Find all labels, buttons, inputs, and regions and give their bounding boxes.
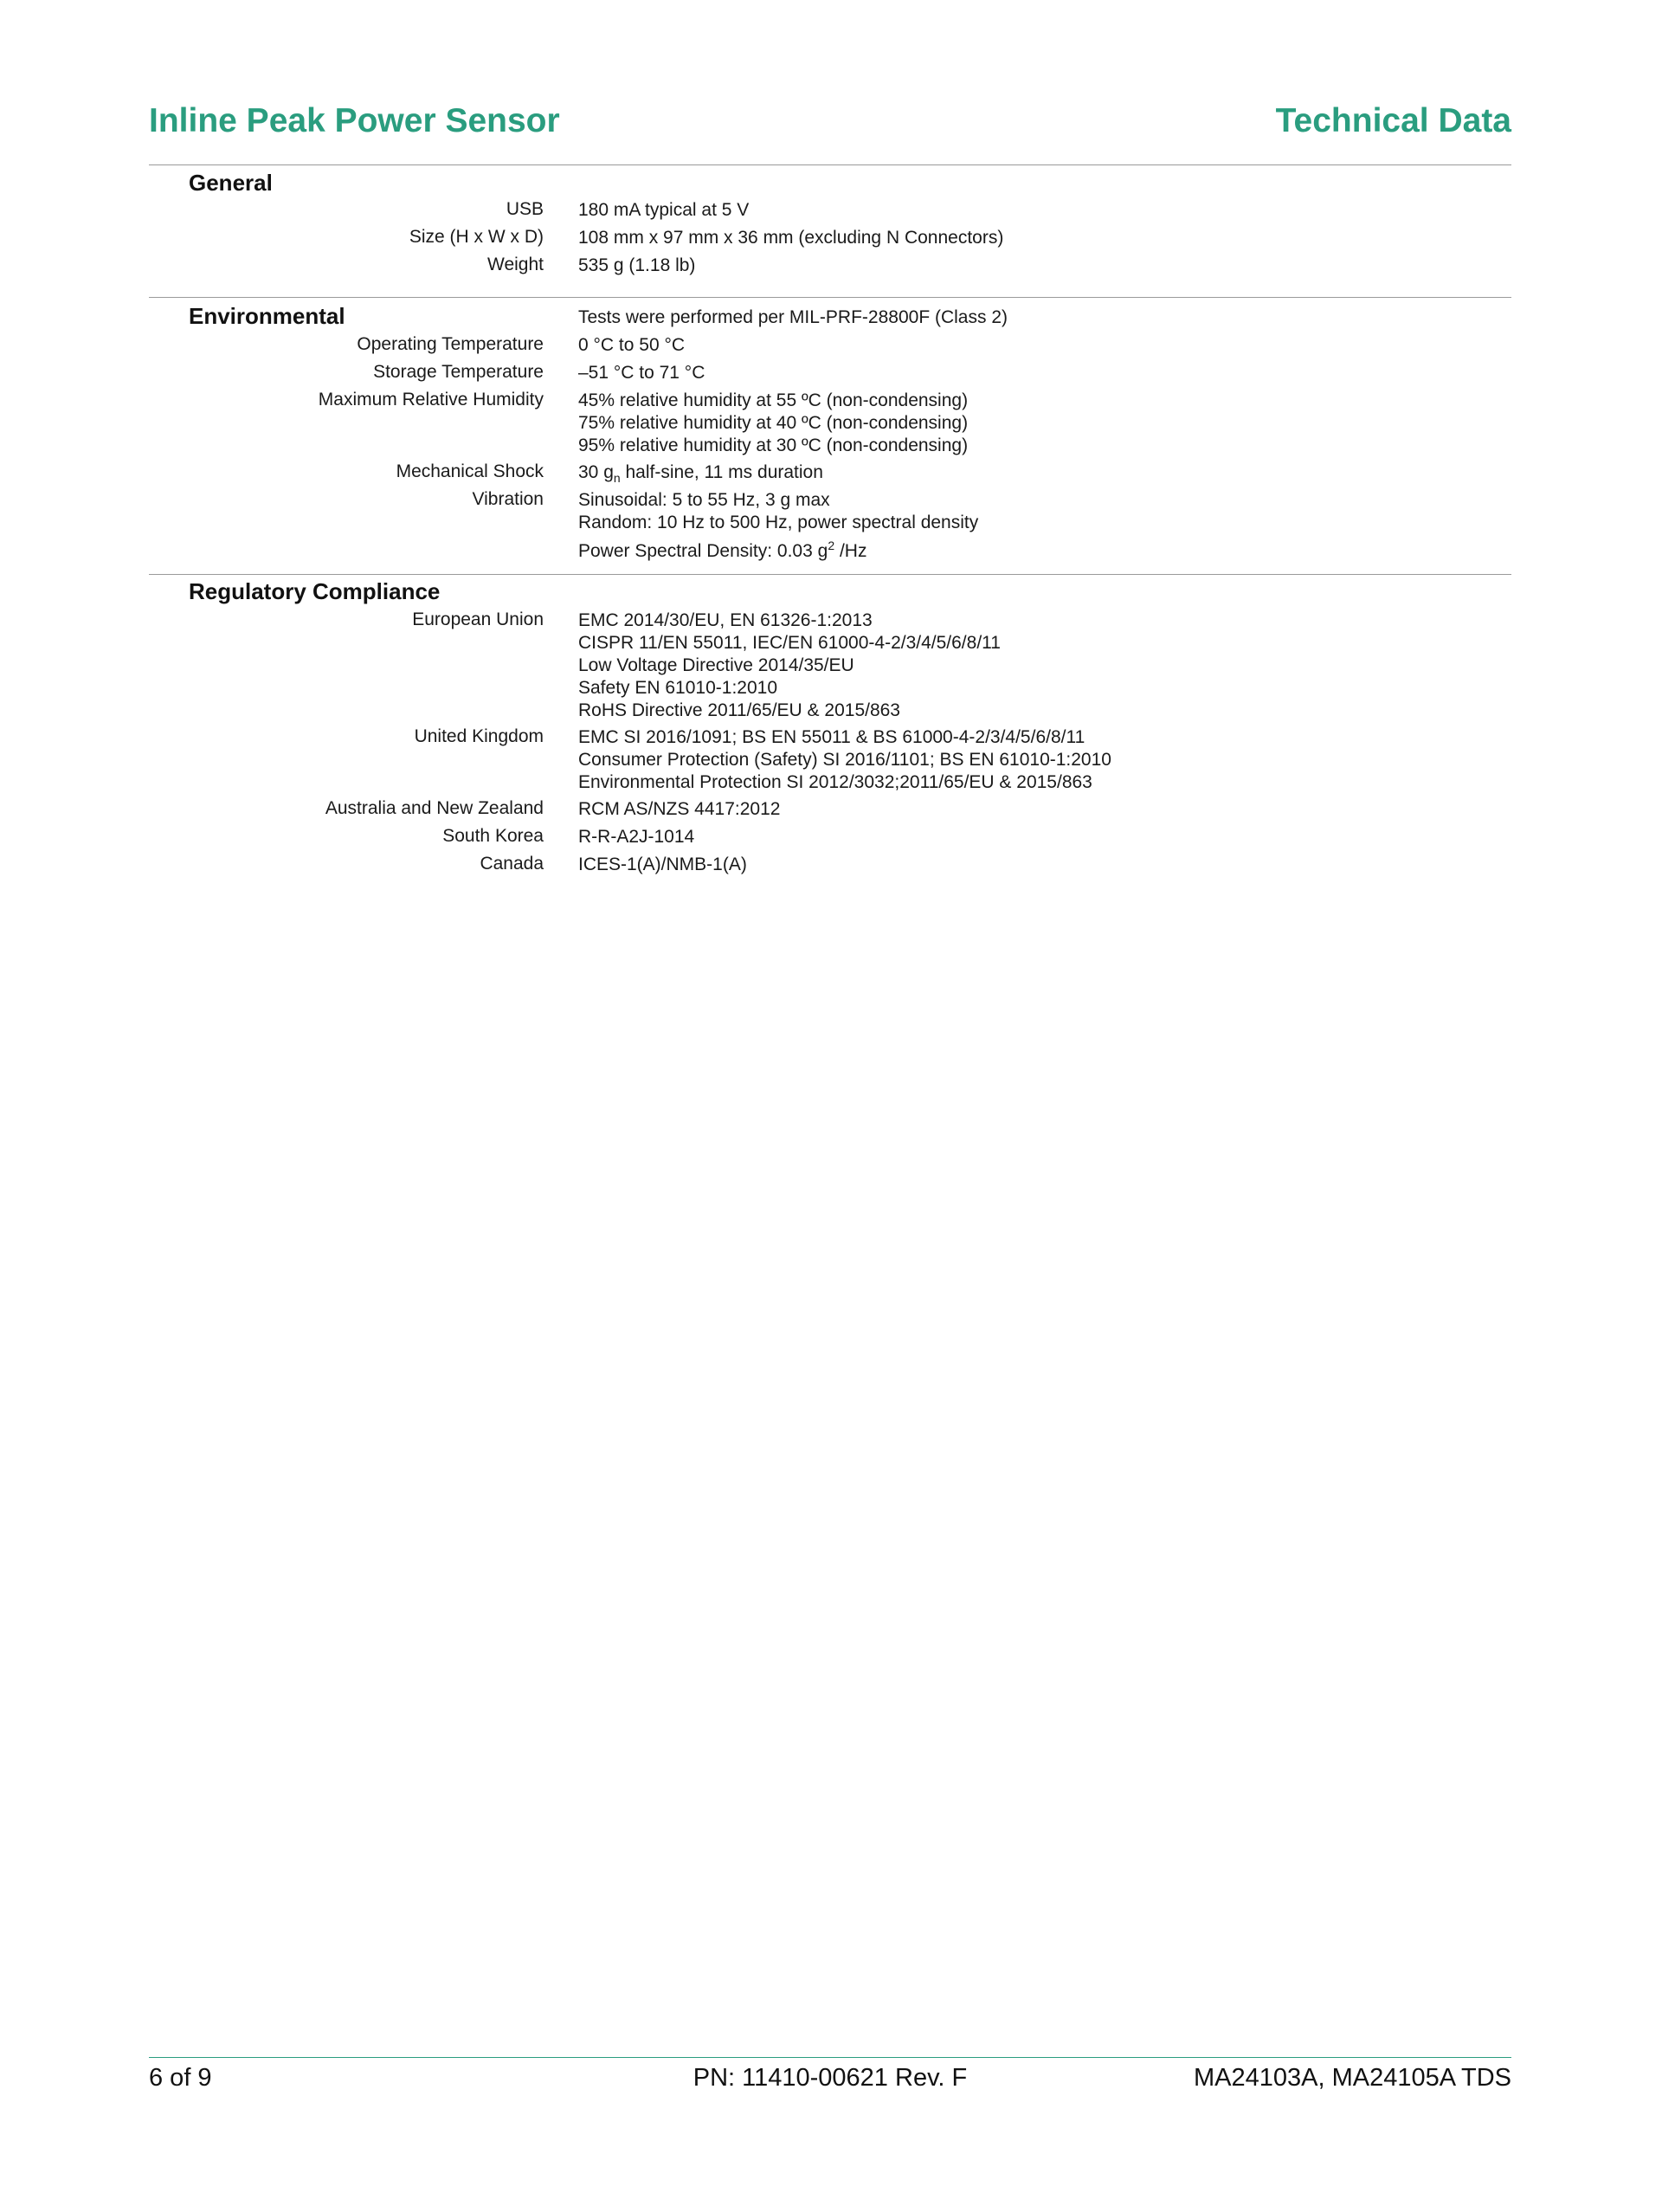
datasheet-page <box>149 0 1511 2212</box>
spec-label: Mechanical Shock <box>396 461 544 481</box>
spec-value: 95% relative humidity at 30 ºC (non-condensing) <box>578 435 969 455</box>
spec-value: –51 °C to 71 °C <box>578 363 705 383</box>
spec-value: EMC SI 2016/1091; BS EN 55011 & BS 61000-4-2/3/4/5/6/8/11 <box>578 727 1085 747</box>
regulatory-title: Regulatory Compliance <box>189 578 441 604</box>
part-number: PN: 11410-00621 Rev. F <box>692 2064 968 2092</box>
spec-value: CISPR 11/EN 55011, IEC/EN 61000-4-2/3/4/5/6/8/11 <box>578 633 1001 653</box>
environmental-intro: Tests were performed per MIL-PRF-28800F (Class 2) <box>578 307 1008 327</box>
spec-value: 75% relative humidity at 40 ºC (non-condensing) <box>578 413 969 433</box>
spec-value: 180 mA typical at 5 V <box>578 200 750 220</box>
spec-value: 0 °C to 50 °C <box>578 335 686 355</box>
spec-label: Operating Temperature <box>357 334 544 354</box>
section-rule <box>149 574 1511 575</box>
spec-value: EMC 2014/30/EU, EN 61326-1:2013 <box>578 610 873 630</box>
product-title: Inline Peak Power Sensor <box>149 102 560 139</box>
spec-value: Consumer Protection (Safety) SI 2016/1101; BS EN 61010-1:2010 <box>578 750 1111 770</box>
spec-label: United Kingdom <box>414 726 544 746</box>
spec-value: R-R-A2J-1014 <box>578 827 695 847</box>
document-id: MA24103A, MA24105A TDS <box>1193 2064 1511 2092</box>
section-rule <box>149 297 1511 298</box>
spec-value: Safety EN 61010-1:2010 <box>578 678 777 698</box>
page-number: 6 of 9 <box>149 2064 212 2092</box>
spec-value: Low Voltage Directive 2014/35/EU <box>578 655 854 675</box>
spec-value: Sinusoidal: 5 to 55 Hz, 3 g max <box>578 490 830 510</box>
header-rule <box>149 164 1511 165</box>
spec-label: Maximum Relative Humidity <box>318 390 544 410</box>
spec-value: 108 mm x 97 mm x 36 mm (excluding N Connectors) <box>578 228 1004 248</box>
page-header <box>149 102 1511 154</box>
spec-value: Environmental Protection SI 2012/3032;2011/65/EU & 2015/863 <box>578 772 1092 792</box>
spec-label: South Korea <box>442 826 544 846</box>
spec-value: 535 g (1.18 lb) <box>578 255 696 275</box>
spec-value: Power Spectral Density: 0.03 $g^2$ /Hz <box>578 538 867 561</box>
spec-label: Size (H x W x D) <box>409 227 544 247</box>
page-footer <box>149 2064 1511 2099</box>
general-title: General <box>189 170 273 196</box>
spec-label: Australia and New Zealand <box>325 798 544 818</box>
spec-value: RCM AS/NZS 4417:2012 <box>578 799 781 819</box>
spec-label: European Union <box>412 609 544 629</box>
spec-label: Vibration <box>472 489 544 509</box>
spec-label: Weight <box>487 255 544 274</box>
spec-label: USB <box>506 199 544 219</box>
section-title: Technical Data <box>1275 102 1511 139</box>
spec-value: ICES-1(A)/NMB-1(A) <box>578 854 747 874</box>
spec-value: 30 $g_n$ half-sine, 11 ms duration <box>578 462 823 486</box>
spec-label: Canada <box>480 854 544 874</box>
spec-value: RoHS Directive 2011/65/EU & 2015/863 <box>578 700 900 720</box>
spec-value: Random: 10 Hz to 500 Hz, power spectral density <box>578 513 979 532</box>
environmental-title: Environmental <box>189 303 345 329</box>
spec-label: Storage Temperature <box>373 362 544 382</box>
footer-rule <box>149 2057 1511 2058</box>
spec-value: 45% relative humidity at 55 ºC (non-condensing) <box>578 390 969 410</box>
